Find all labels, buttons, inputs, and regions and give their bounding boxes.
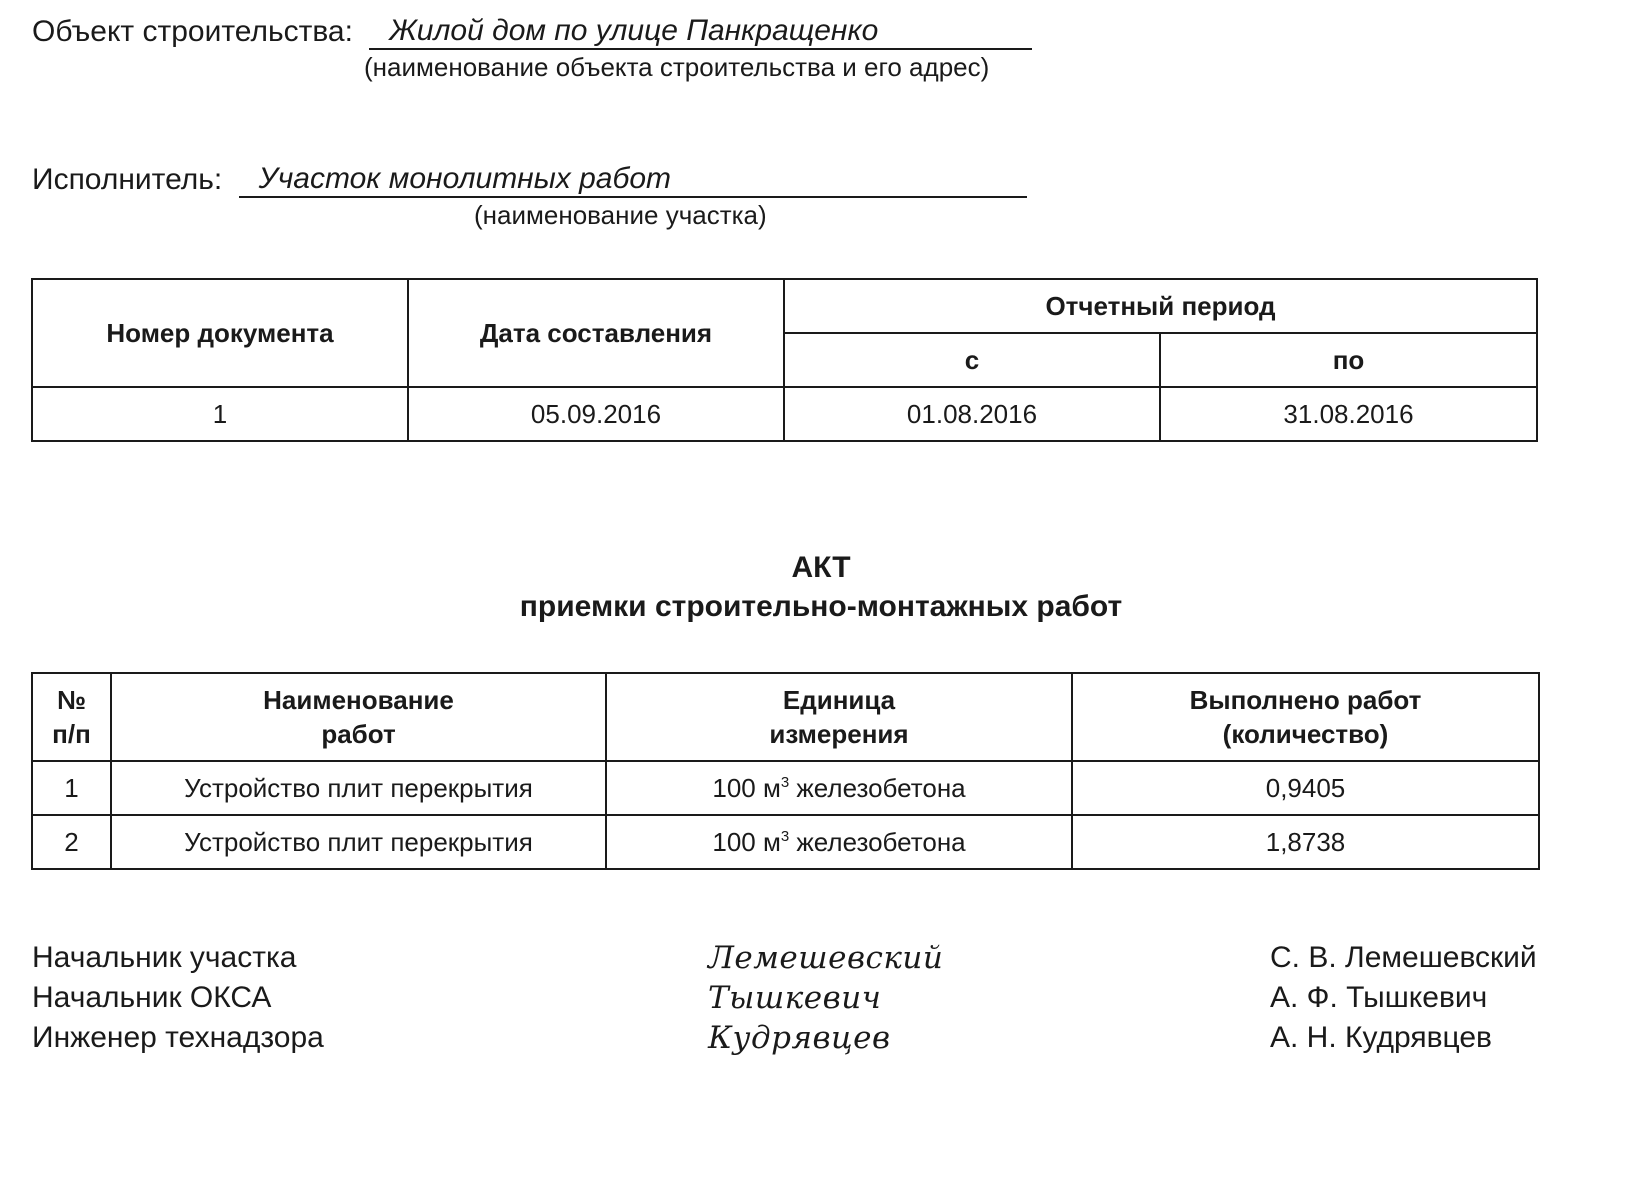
signature-kudryavtsev: Кудрявцев	[708, 1020, 891, 1056]
act-title: АКТ	[791, 551, 851, 584]
table-row	[32, 387, 1537, 441]
header-item-number-line1: №	[57, 685, 86, 715]
header-work-name	[111, 673, 606, 761]
works-table	[31, 672, 1540, 870]
header-work-done-line1: Выполнено работ	[1189, 685, 1422, 715]
unit-exponent: 3	[780, 773, 790, 791]
signatory-names	[1270, 938, 1537, 1058]
table-row	[32, 761, 1539, 815]
executor-field	[32, 162, 1027, 198]
signature-tyshkevich: Тышкевич	[708, 980, 882, 1016]
unit-prefix: 100 м	[712, 826, 781, 857]
object-field	[32, 14, 1032, 50]
header-period-from: с	[784, 333, 1160, 387]
header-unit	[606, 673, 1072, 761]
header-work-done	[1072, 673, 1539, 761]
header-unit-line1: Единица	[782, 685, 896, 715]
row-work-name: Устройство плит перекрытия	[111, 761, 606, 815]
header-work-name-line2: работ	[321, 719, 396, 749]
act-subtitle: приемки строительно-монтажных работ	[519, 590, 1123, 623]
executor-label: Исполнитель:	[32, 163, 223, 196]
header-work-done-line2: (количество)	[1222, 719, 1389, 749]
unit-prefix: 100 м	[712, 772, 781, 803]
executor-caption: (наименование участка)	[474, 200, 767, 230]
object-value: Жилой дом по улице Панкращенко	[369, 14, 1032, 50]
document-info-table	[31, 278, 1538, 442]
header-report-period: Отчетный период	[784, 279, 1537, 333]
header-item-number-line2: п/п	[52, 719, 91, 749]
unit-suffix: железобетона	[789, 826, 966, 857]
row-work-name: Устройство плит перекрытия	[111, 815, 606, 869]
header-unit-line2: измерения	[769, 719, 909, 749]
period-to-value: 31.08.2016	[1160, 387, 1537, 441]
row-unit	[606, 815, 1072, 869]
header-period-to: по	[1160, 333, 1537, 387]
period-from-value: 01.08.2016	[784, 387, 1160, 441]
name-tyshkevich: А. Ф. Тышкевич	[1270, 981, 1488, 1014]
signature-positions	[32, 938, 324, 1058]
name-kudryavtsev: А. Н. Кудрявцев	[1270, 1021, 1492, 1054]
row-number: 2	[32, 815, 111, 869]
position-tech-engineer: Инженер технадзора	[32, 1021, 324, 1054]
header-item-number	[32, 673, 111, 761]
signature-lemeshevsky: Лемешевский	[708, 940, 944, 976]
document-number-value: 1	[32, 387, 408, 441]
header-document-number: Номер документа	[32, 279, 408, 387]
object-label: Объект строительства:	[32, 15, 353, 48]
handwritten-signatures	[708, 938, 943, 1058]
compiled-date-value: 05.09.2016	[408, 387, 784, 441]
name-lemeshevsky: С. В. Лемешевский	[1270, 941, 1537, 974]
header-compiled-date: Дата составления	[408, 279, 784, 387]
row-amount: 1,8738	[1072, 815, 1539, 869]
position-site-manager: Начальник участка	[32, 941, 297, 974]
table-row	[32, 815, 1539, 869]
header-work-name-line1: Наименование	[263, 685, 454, 715]
row-unit	[606, 761, 1072, 815]
unit-suffix: железобетона	[789, 772, 966, 803]
unit-exponent: 3	[780, 827, 790, 845]
object-caption: (наименование объекта строительства и его адрес)	[364, 52, 990, 82]
position-oksa-head: Начальник ОКСА	[32, 981, 272, 1014]
row-number: 1	[32, 761, 111, 815]
row-amount: 0,9405	[1072, 761, 1539, 815]
executor-value: Участок монолитных работ	[239, 162, 1027, 198]
